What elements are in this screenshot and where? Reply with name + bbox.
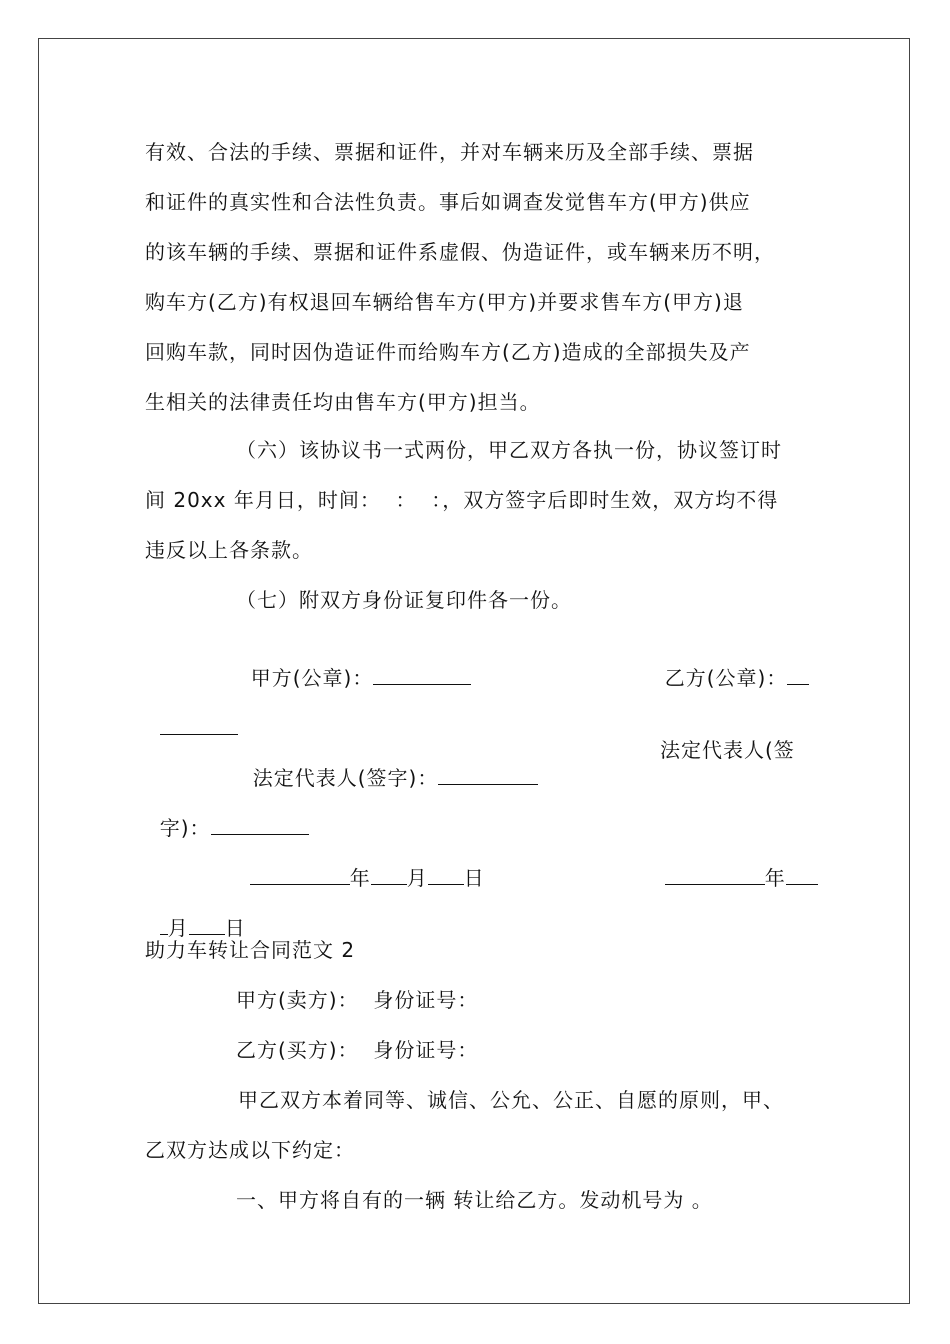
text-line: 的该车辆的手续、票据和证件系虚假、伪造证件，或车辆来历不明， xyxy=(145,240,775,264)
rep-b-label: 法定代表人(签 xyxy=(660,738,795,762)
text-line: （七）附双方身份证复印件各一份。 xyxy=(236,588,572,612)
rep-b-cont-label: 字)： xyxy=(159,816,211,840)
text-line: 生相关的法律责任均由售车方(甲方)担当。 xyxy=(145,390,541,414)
clause-1: 一、甲方将自有的一辆 转让给乙方。发动机号为 。 xyxy=(236,1188,713,1212)
text-line: 回购车款，同时因伪造证件而给购车方(乙方)造成的全部损失及产 xyxy=(145,340,751,364)
date-blank xyxy=(428,866,464,885)
party-b-seal-line xyxy=(650,636,809,692)
rep-a-line xyxy=(238,736,538,792)
text-line: 和证件的真实性和合法性负责。事后如调查发觉售车方(甲方)供应 xyxy=(145,190,751,214)
text-line: 乙双方达成以下约定： xyxy=(145,1138,355,1162)
text-line: 甲乙双方本着同等、诚信、公允、公正、自愿的原则，甲、 xyxy=(238,1088,784,1112)
rep-a-label: 法定代表人(签字)： xyxy=(252,766,439,790)
party-b-seal-label: 乙方(公章)： xyxy=(664,666,788,690)
day-label: 日 xyxy=(463,866,485,890)
party-a-line: 甲方(卖方)： 身份证号： xyxy=(236,988,479,1012)
signature-blank xyxy=(373,666,471,685)
date-blank xyxy=(160,916,168,935)
date-blank xyxy=(786,866,818,885)
year-label: 年 xyxy=(764,866,786,890)
year-label: 年 xyxy=(349,866,371,890)
text-line: 违反以上各条款。 xyxy=(145,538,313,562)
signature-blank xyxy=(438,766,538,785)
month-label: 月 xyxy=(406,866,428,890)
date-b-line xyxy=(650,836,818,892)
month-label: 月 xyxy=(167,916,189,940)
date-b-cont-line xyxy=(145,886,246,942)
party-a-seal-line xyxy=(236,636,471,692)
date-blank xyxy=(371,866,407,885)
section-title: 助力车转让合同范文 2 xyxy=(145,938,356,962)
party-a-seal-label: 甲方(公章)： xyxy=(250,666,374,690)
blank-continuation xyxy=(145,686,238,742)
signature-blank xyxy=(160,716,238,735)
text-line: 有效、合法的手续、票据和证件，并对车辆来历及全部手续、票据 xyxy=(145,140,754,164)
signature-blank xyxy=(211,816,309,835)
date-blank xyxy=(665,866,765,885)
text-line: 间 20xx 年月日，时间： ： ：，双方签字后即时生效，双方均不得 xyxy=(145,488,779,512)
day-label: 日 xyxy=(224,916,246,940)
date-blank xyxy=(189,916,225,935)
text-line: （六）该协议书一式两份，甲乙双方各执一份，协议签订时 xyxy=(236,438,782,462)
text-line: 购车方(乙方)有权退回车辆给售车方(甲方)并要求售车方(甲方)退 xyxy=(145,290,744,314)
date-a-line xyxy=(235,836,485,892)
signature-blank xyxy=(787,666,809,685)
date-blank xyxy=(250,866,350,885)
party-b-line: 乙方(买方)： 身份证号： xyxy=(236,1038,479,1062)
rep-b-cont-line xyxy=(145,786,309,842)
